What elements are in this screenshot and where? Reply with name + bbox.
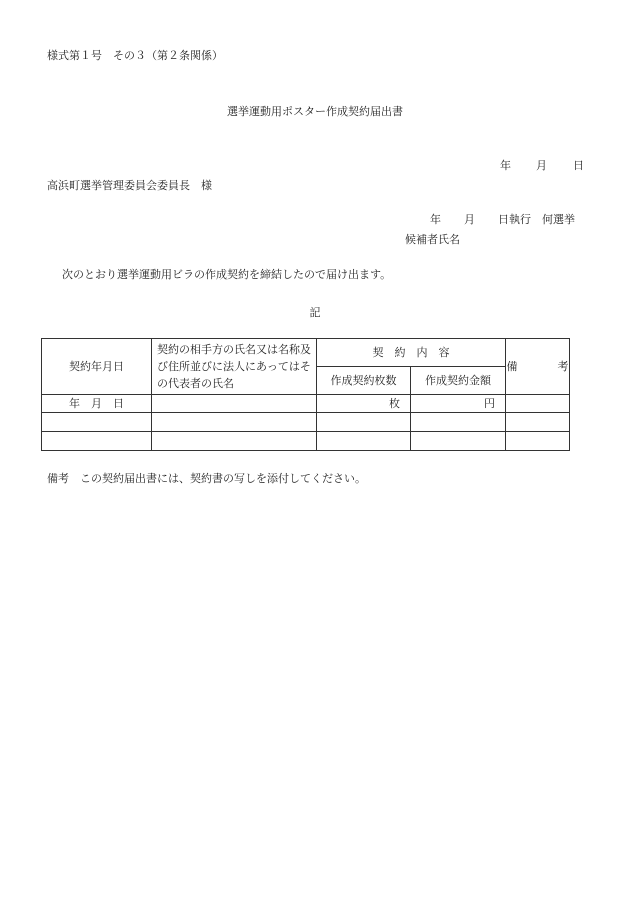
table-row [42, 432, 570, 451]
contract-table [41, 338, 570, 451]
date-day: 日 [573, 159, 584, 172]
candidate-name-label: 候補者氏名 [405, 233, 460, 246]
election-month: 月 [464, 213, 475, 226]
row-date: 年 月 日 [42, 395, 152, 413]
form-number: 様式第１号 その３（第２条関係） [47, 49, 223, 62]
election-year: 年 [430, 213, 441, 226]
header-contract-contents: 契 約 内 容 [317, 339, 506, 367]
table-row [42, 413, 570, 432]
addressee: 高浜町選挙管理委員会委員長 様 [47, 179, 212, 192]
header-remarks [506, 339, 570, 395]
header-amount: 作成契約金額 [411, 367, 506, 395]
header-remarks-label: 備考 [506, 359, 569, 373]
row-party [152, 395, 317, 413]
header-contract-party: 契約の相手方の氏名又は名称及び住所並びに法人にあってはその代表者の氏名 [152, 339, 317, 395]
row-amount-unit: 円 [411, 395, 506, 413]
row-count-unit: 枚 [317, 395, 411, 413]
date-year: 年 [500, 159, 511, 172]
header-contract-date: 契約年月日 [42, 339, 152, 395]
election-suffix: 日執行 何選挙 [498, 213, 575, 226]
remarks-note: 備考 この契約届出書には、契約書の写しを添付してください。 [47, 472, 366, 485]
row-remarks [506, 395, 570, 413]
ki-heading: 記 [309, 306, 321, 319]
submission-date [500, 160, 584, 171]
header-count: 作成契約枚数 [317, 367, 411, 395]
table-row [42, 395, 570, 413]
intro-text: 次のとおり選挙運動用ビラの作成契約を締結したので届け出ます。 [62, 268, 392, 281]
document-title: 選挙運動用ポスター作成契約届出書 [227, 105, 403, 118]
date-month: 月 [536, 159, 547, 172]
election-date-line [430, 214, 575, 225]
